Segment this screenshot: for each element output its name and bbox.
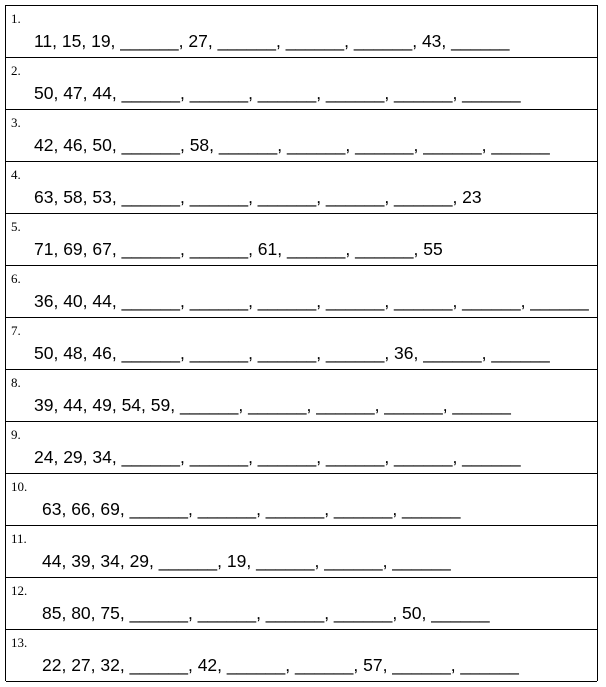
problem-number: 10. bbox=[11, 479, 28, 494]
number-sequence: 71, 69, 67, ______, ______, 61, ______, ______, 55 bbox=[34, 239, 443, 259]
number-sequence: 36, 40, 44, ______, ______, ______, ______, ______, ______, ______ bbox=[34, 291, 589, 311]
worksheet-row bbox=[6, 370, 597, 422]
worksheet-row bbox=[6, 526, 597, 578]
number-sequence: 50, 48, 46, ______, ______, ______, ______, 36, ______, ______ bbox=[34, 343, 550, 363]
problem-number: 3. bbox=[11, 115, 21, 130]
problem-number: 5. bbox=[11, 219, 21, 234]
problem-number: 6. bbox=[11, 271, 21, 286]
worksheet-row bbox=[6, 6, 597, 58]
worksheet-row bbox=[6, 214, 597, 266]
number-sequence: 42, 46, 50, ______, 58, ______, ______, ______, ______, ______ bbox=[34, 135, 550, 155]
problem-number: 2. bbox=[11, 63, 21, 78]
problem-number: 13. bbox=[11, 635, 28, 650]
number-sequence: 22, 27, 32, ______, 42, ______, ______, 57, ______, ______ bbox=[42, 655, 519, 675]
problem-number: 8. bbox=[11, 375, 21, 390]
number-sequence: 39, 44, 49, 54, 59, ______, ______, ______, ______, ______ bbox=[34, 395, 511, 415]
problem-number: 1. bbox=[11, 11, 21, 26]
worksheet-row bbox=[6, 110, 597, 162]
worksheet-row bbox=[6, 266, 597, 318]
worksheet-row bbox=[6, 578, 597, 630]
problem-number: 12. bbox=[11, 583, 28, 598]
worksheet-row bbox=[6, 474, 597, 526]
worksheet-row bbox=[6, 318, 597, 370]
number-sequence: 63, 66, 69, ______, ______, ______, ______, ______ bbox=[42, 499, 461, 519]
number-sequence: 85, 80, 75, ______, ______, ______, ______, 50, ______ bbox=[42, 603, 490, 623]
worksheet-table bbox=[5, 5, 598, 681]
worksheet-row bbox=[6, 630, 597, 682]
problem-number: 4. bbox=[11, 167, 21, 182]
worksheet-row bbox=[6, 422, 597, 474]
problem-number: 11. bbox=[11, 531, 27, 546]
number-sequence: 24, 29, 34, ______, ______, ______, ______, ______, ______ bbox=[34, 447, 521, 467]
problem-number: 7. bbox=[11, 323, 21, 338]
problem-number: 9. bbox=[11, 427, 21, 442]
number-sequence: 44, 39, 34, 29, ______, 19, ______, ______, ______ bbox=[42, 551, 451, 571]
number-sequence: 11, 15, 19, ______, 27, ______, ______, ______, 43, ______ bbox=[34, 31, 510, 51]
worksheet-row bbox=[6, 58, 597, 110]
number-sequence: 50, 47, 44, ______, ______, ______, ______, ______, ______ bbox=[34, 83, 521, 103]
number-sequence: 63, 58, 53, ______, ______, ______, ______, ______, 23 bbox=[34, 187, 482, 207]
worksheet-row bbox=[6, 162, 597, 214]
